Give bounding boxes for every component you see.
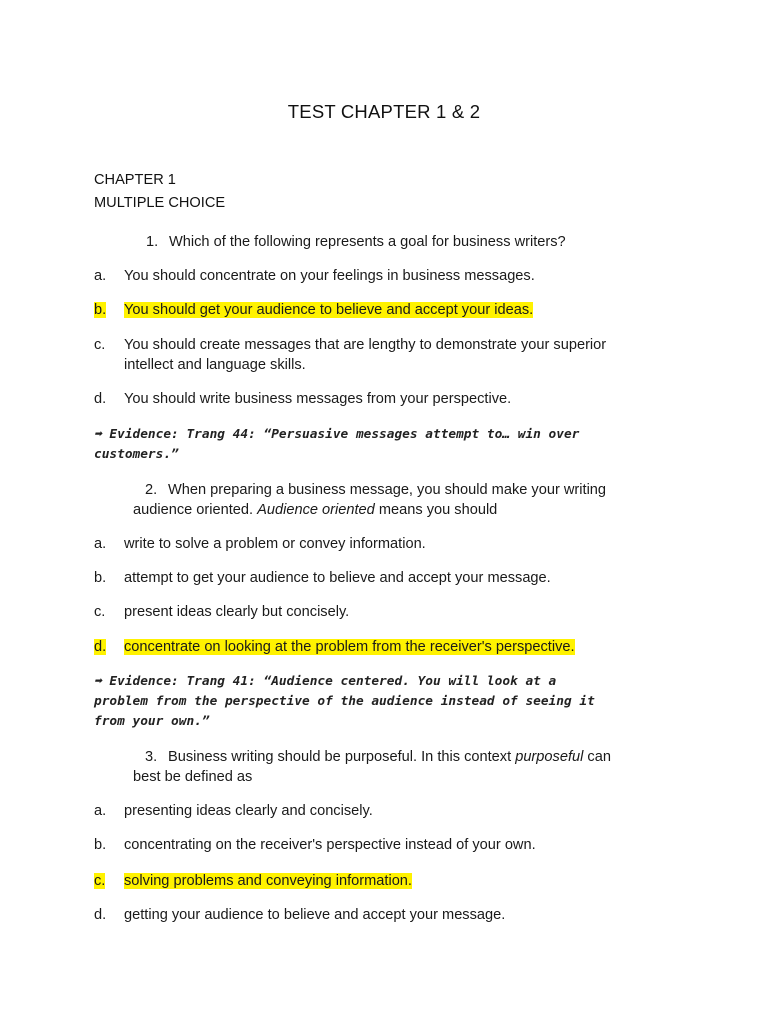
option-text-highlighted: concentrate on looking at the problem from the receiver's perspective. [124,639,575,655]
option-text: presenting ideas clearly and concisely. [124,803,373,819]
question-text-line1-post: can [583,749,611,765]
option-text: present ideas clearly but concisely. [124,604,350,620]
option-label: d. [94,391,107,407]
question-text-emphasis: Audience oriented [257,502,375,518]
option-text: concentrating on the receiver's perspective instead of your own. [124,837,536,853]
option-label: a. [94,536,107,552]
option-label: c. [94,873,106,889]
question-text-line2-pre: audience oriented. [133,502,258,518]
question-number: 3. [145,749,158,765]
question-text-emphasis: purposeful [515,749,584,765]
option-text-line1: You should create messages that are lengthy to demonstrate your superior [124,337,607,353]
option-label: b. [94,570,107,586]
question-text-line1-pre: Business writing should be purposeful. In this context [168,749,516,765]
option-label: d. [94,907,107,923]
option-label: d. [94,639,107,655]
question-3 [133,747,611,787]
option-text: getting your audience to believe and accept your message. [124,907,506,923]
evidence-line1: ➡ Evidence: Trang 41: “Audience centered. You will look at a [94,674,557,689]
evidence-line3: from your own.” [94,714,210,729]
evidence-line2: problem from the perspective of the audience instead of seeing it [94,694,595,709]
document-title: TEST CHAPTER 1 & 2 [287,101,481,122]
q2-evidence [94,672,684,732]
option-text-highlighted: solving problems and conveying information. [124,873,412,889]
option-label: a. [94,268,107,284]
option-label: c. [94,604,106,620]
option-label: a. [94,803,107,819]
evidence-line1: ➡ Evidence: Trang 44: “Persuasive messages attempt to… win over [94,427,580,442]
chapter-heading: CHAPTER 1 [94,172,176,188]
option-text-line2: intellect and language skills. [124,357,306,373]
question-text-line2: best be defined as [133,769,253,785]
option-label: c. [94,337,106,353]
question-1 [146,232,566,252]
question-2 [133,480,606,520]
evidence-line2: customers.” [94,447,179,462]
section-heading: MULTIPLE CHOICE [94,195,226,211]
question-number: 2. [145,482,158,498]
option-text-highlighted: You should get your audience to believe and accept your ideas. [124,302,534,318]
q1-evidence [94,425,684,465]
question-text: Which of the following represents a goal for business writers? [169,234,566,250]
option-text: write to solve a problem or convey information. [124,536,426,552]
question-text-line2-post: means you should [374,502,498,518]
option-text: You should concentrate on your feelings in business messages. [124,268,535,284]
option-label: b. [94,837,107,853]
question-number: 1. [146,234,159,250]
option-text: You should write business messages from your perspective. [124,391,512,407]
question-text-line1: When preparing a business message, you should make your writing [168,482,607,498]
option-label: b. [94,302,107,318]
option-text: attempt to get your audience to believe and accept your message. [124,570,551,586]
